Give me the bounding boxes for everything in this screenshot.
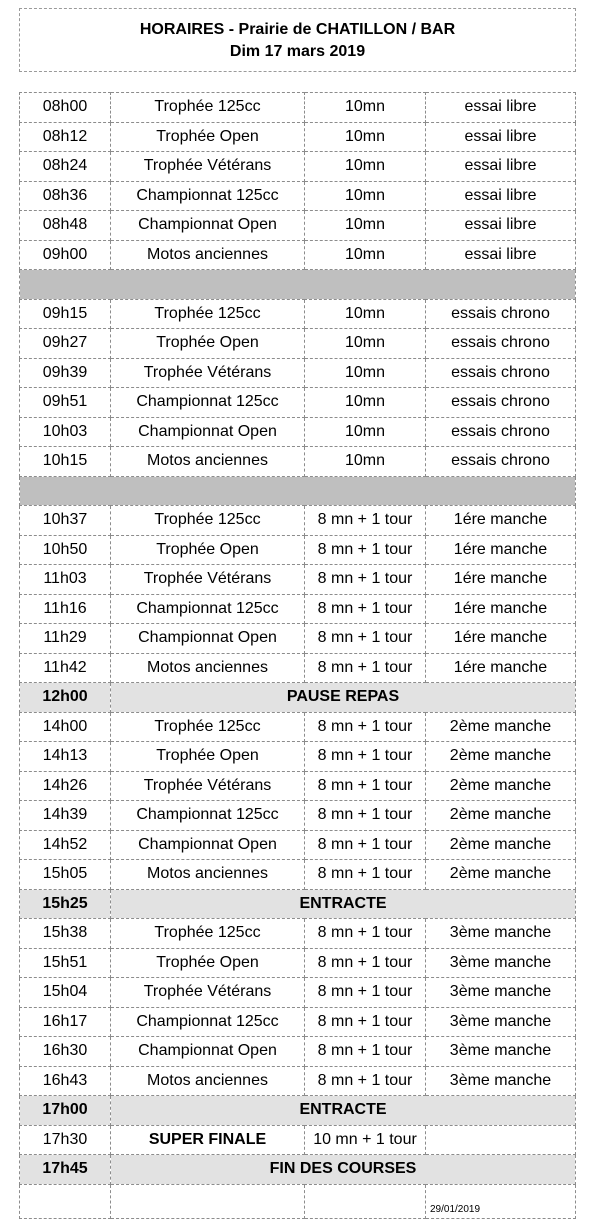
time-cell: 10h03 <box>20 417 111 447</box>
time-cell: 08h24 <box>20 152 111 182</box>
time-cell: 08h48 <box>20 211 111 241</box>
duration-cell: 8 mn + 1 tour <box>305 1066 426 1096</box>
duration-cell: 8 mn + 1 tour <box>305 565 426 595</box>
session-cell: 1ére manche <box>426 535 576 565</box>
category-cell: Trophée Open <box>111 122 305 152</box>
session-cell: 2ème manche <box>426 771 576 801</box>
schedule-row <box>20 1037 576 1067</box>
category-cell: Championnat Open <box>111 830 305 860</box>
time-cell: 16h43 <box>20 1066 111 1096</box>
duration-cell: 10mn <box>305 417 426 447</box>
category-cell: Championnat Open <box>111 624 305 654</box>
schedule-row <box>20 978 576 1008</box>
separator-row <box>20 270 576 300</box>
schedule-row <box>20 742 576 772</box>
category-cell: Trophée Vétérans <box>111 771 305 801</box>
duration-cell: 8 mn + 1 tour <box>305 535 426 565</box>
schedule-row <box>20 594 576 624</box>
session-cell: essai libre <box>426 122 576 152</box>
session-cell: 1ére manche <box>426 506 576 536</box>
duration-cell: 10mn <box>305 240 426 270</box>
schedule-row <box>20 565 576 595</box>
break-row <box>20 1155 576 1185</box>
session-cell: essai libre <box>426 93 576 123</box>
category-cell: Trophée Vétérans <box>111 978 305 1008</box>
time-cell: 08h12 <box>20 122 111 152</box>
session-cell: essai libre <box>426 211 576 241</box>
schedule-row <box>20 152 576 182</box>
session-cell: 2ème manche <box>426 742 576 772</box>
time-cell: 08h00 <box>20 93 111 123</box>
separator-cell <box>20 270 576 300</box>
category-cell: Trophée Open <box>111 329 305 359</box>
time-cell: 09h00 <box>20 240 111 270</box>
duration-cell: 10mn <box>305 93 426 123</box>
duration-cell: 10mn <box>305 329 426 359</box>
schedule-row <box>20 712 576 742</box>
category-cell: Championnat 125cc <box>111 801 305 831</box>
session-cell: essais chrono <box>426 329 576 359</box>
time-cell: 15h51 <box>20 948 111 978</box>
duration-cell: 8 mn + 1 tour <box>305 771 426 801</box>
category-cell: Motos anciennes <box>111 860 305 890</box>
session-cell: essai libre <box>426 240 576 270</box>
schedule-row <box>20 1066 576 1096</box>
break-row <box>20 1096 576 1126</box>
schedule-row <box>20 93 576 123</box>
category-cell: Championnat Open <box>111 211 305 241</box>
time-cell: 16h17 <box>20 1007 111 1037</box>
time-cell: 11h03 <box>20 565 111 595</box>
time-cell: 09h27 <box>20 329 111 359</box>
time-cell: 09h15 <box>20 299 111 329</box>
break-label-cell: ENTRACTE <box>111 889 576 919</box>
duration-cell: 8 mn + 1 tour <box>305 1037 426 1067</box>
session-cell: essai libre <box>426 152 576 182</box>
duration-cell: 8 mn + 1 tour <box>305 653 426 683</box>
footer-row <box>20 1184 576 1218</box>
schedule-table <box>19 92 576 1219</box>
duration-cell: 10mn <box>305 358 426 388</box>
break-label-cell: ENTRACTE <box>111 1096 576 1126</box>
time-cell: 09h39 <box>20 358 111 388</box>
duration-cell: 8 mn + 1 tour <box>305 830 426 860</box>
category-cell: Championnat Open <box>111 1037 305 1067</box>
session-cell: 3ème manche <box>426 1066 576 1096</box>
break-label-cell: FIN DES COURSES <box>111 1155 576 1185</box>
schedule-row <box>20 506 576 536</box>
time-cell: 10h15 <box>20 447 111 477</box>
session-cell: essais chrono <box>426 388 576 418</box>
duration-cell: 10mn <box>305 122 426 152</box>
category-cell: Trophée 125cc <box>111 919 305 949</box>
session-cell: 3ème manche <box>426 1037 576 1067</box>
category-cell: Trophée 125cc <box>111 712 305 742</box>
duration-cell: 8 mn + 1 tour <box>305 860 426 890</box>
category-cell: Motos anciennes <box>111 653 305 683</box>
schedule-title: HORAIRES - Prairie de CHATILLON / BAR <box>139 21 456 38</box>
duration-cell: 10mn <box>305 152 426 182</box>
schedule-header <box>19 8 576 72</box>
schedule-row <box>20 801 576 831</box>
time-cell: 10h50 <box>20 535 111 565</box>
category-cell: Trophée 125cc <box>111 506 305 536</box>
schedule-row <box>20 329 576 359</box>
session-cell: 2ème manche <box>426 830 576 860</box>
category-cell: Championnat 125cc <box>111 181 305 211</box>
category-cell: Trophée Vétérans <box>111 152 305 182</box>
schedule-date: Dim 17 mars 2019 <box>229 43 366 60</box>
session-cell: 1ére manche <box>426 624 576 654</box>
footer-empty-cell <box>20 1184 111 1218</box>
schedule-row <box>20 1007 576 1037</box>
schedule-row <box>20 919 576 949</box>
duration-cell: 8 mn + 1 tour <box>305 919 426 949</box>
duration-cell: 10mn <box>305 447 426 477</box>
schedule-row <box>20 653 576 683</box>
time-cell: 14h39 <box>20 801 111 831</box>
session-cell: 1ére manche <box>426 565 576 595</box>
time-cell: 09h51 <box>20 388 111 418</box>
final-row <box>20 1125 576 1155</box>
duration-cell: 8 mn + 1 tour <box>305 1007 426 1037</box>
session-cell: essais chrono <box>426 447 576 477</box>
final-time-cell: 17h30 <box>20 1125 111 1155</box>
time-cell: 14h00 <box>20 712 111 742</box>
schedule-row <box>20 358 576 388</box>
final-empty-cell <box>426 1125 576 1155</box>
schedule-row <box>20 830 576 860</box>
category-cell: Motos anciennes <box>111 1066 305 1096</box>
time-cell: 15h38 <box>20 919 111 949</box>
schedule-row <box>20 860 576 890</box>
session-cell: 3ème manche <box>426 948 576 978</box>
duration-cell: 8 mn + 1 tour <box>305 948 426 978</box>
separator-row <box>20 476 576 506</box>
duration-cell: 8 mn + 1 tour <box>305 742 426 772</box>
duration-cell: 10mn <box>305 211 426 241</box>
break-row <box>20 683 576 713</box>
time-cell: 15h05 <box>20 860 111 890</box>
category-cell: Trophée Open <box>111 742 305 772</box>
duration-cell: 10mn <box>305 181 426 211</box>
footer-date: 29/01/2019 <box>426 1184 576 1218</box>
duration-cell: 8 mn + 1 tour <box>305 801 426 831</box>
category-cell: Motos anciennes <box>111 240 305 270</box>
session-cell: 3ème manche <box>426 919 576 949</box>
session-cell: 3ème manche <box>426 1007 576 1037</box>
category-cell: Motos anciennes <box>111 447 305 477</box>
category-cell: Championnat Open <box>111 417 305 447</box>
session-cell: essais chrono <box>426 358 576 388</box>
footer-empty-cell <box>111 1184 305 1218</box>
schedule-row <box>20 535 576 565</box>
time-cell: 14h52 <box>20 830 111 860</box>
session-cell: 2ème manche <box>426 801 576 831</box>
time-cell: 14h26 <box>20 771 111 801</box>
schedule-row <box>20 771 576 801</box>
final-name-cell: SUPER FINALE <box>111 1125 305 1155</box>
session-cell: 2ème manche <box>426 860 576 890</box>
category-cell: Trophée 125cc <box>111 299 305 329</box>
session-cell: essai libre <box>426 181 576 211</box>
break-label-cell: PAUSE REPAS <box>111 683 576 713</box>
schedule-row <box>20 948 576 978</box>
duration-cell: 8 mn + 1 tour <box>305 624 426 654</box>
category-cell: Championnat 125cc <box>111 1007 305 1037</box>
category-cell: Trophée Vétérans <box>111 358 305 388</box>
time-cell: 14h13 <box>20 742 111 772</box>
schedule-row <box>20 299 576 329</box>
break-time-cell: 15h25 <box>20 889 111 919</box>
session-cell: 2ème manche <box>426 712 576 742</box>
time-cell: 11h29 <box>20 624 111 654</box>
schedule-row <box>20 447 576 477</box>
separator-cell <box>20 476 576 506</box>
break-time-cell: 17h00 <box>20 1096 111 1126</box>
duration-cell: 8 mn + 1 tour <box>305 978 426 1008</box>
schedule-row <box>20 122 576 152</box>
session-cell: essais chrono <box>426 417 576 447</box>
schedule-row <box>20 181 576 211</box>
category-cell: Trophée Vétérans <box>111 565 305 595</box>
duration-cell: 10mn <box>305 299 426 329</box>
category-cell: Championnat 125cc <box>111 594 305 624</box>
time-cell: 15h04 <box>20 978 111 1008</box>
final-duration-cell: 10 mn + 1 tour <box>305 1125 426 1155</box>
time-cell: 11h16 <box>20 594 111 624</box>
category-cell: Championnat 125cc <box>111 388 305 418</box>
category-cell: Trophée Open <box>111 535 305 565</box>
schedule-row <box>20 240 576 270</box>
break-time-cell: 17h45 <box>20 1155 111 1185</box>
duration-cell: 8 mn + 1 tour <box>305 712 426 742</box>
time-cell: 10h37 <box>20 506 111 536</box>
session-cell: 3ème manche <box>426 978 576 1008</box>
schedule-row <box>20 211 576 241</box>
category-cell: Trophée Open <box>111 948 305 978</box>
footer-empty-cell <box>305 1184 426 1218</box>
schedule-row <box>20 417 576 447</box>
session-cell: 1ére manche <box>426 594 576 624</box>
duration-cell: 8 mn + 1 tour <box>305 594 426 624</box>
time-cell: 11h42 <box>20 653 111 683</box>
category-cell: Trophée 125cc <box>111 93 305 123</box>
duration-cell: 10mn <box>305 388 426 418</box>
time-cell: 08h36 <box>20 181 111 211</box>
session-cell: 1ére manche <box>426 653 576 683</box>
schedule-row <box>20 388 576 418</box>
time-cell: 16h30 <box>20 1037 111 1067</box>
duration-cell: 8 mn + 1 tour <box>305 506 426 536</box>
session-cell: essais chrono <box>426 299 576 329</box>
schedule-row <box>20 624 576 654</box>
break-time-cell: 12h00 <box>20 683 111 713</box>
break-row <box>20 889 576 919</box>
